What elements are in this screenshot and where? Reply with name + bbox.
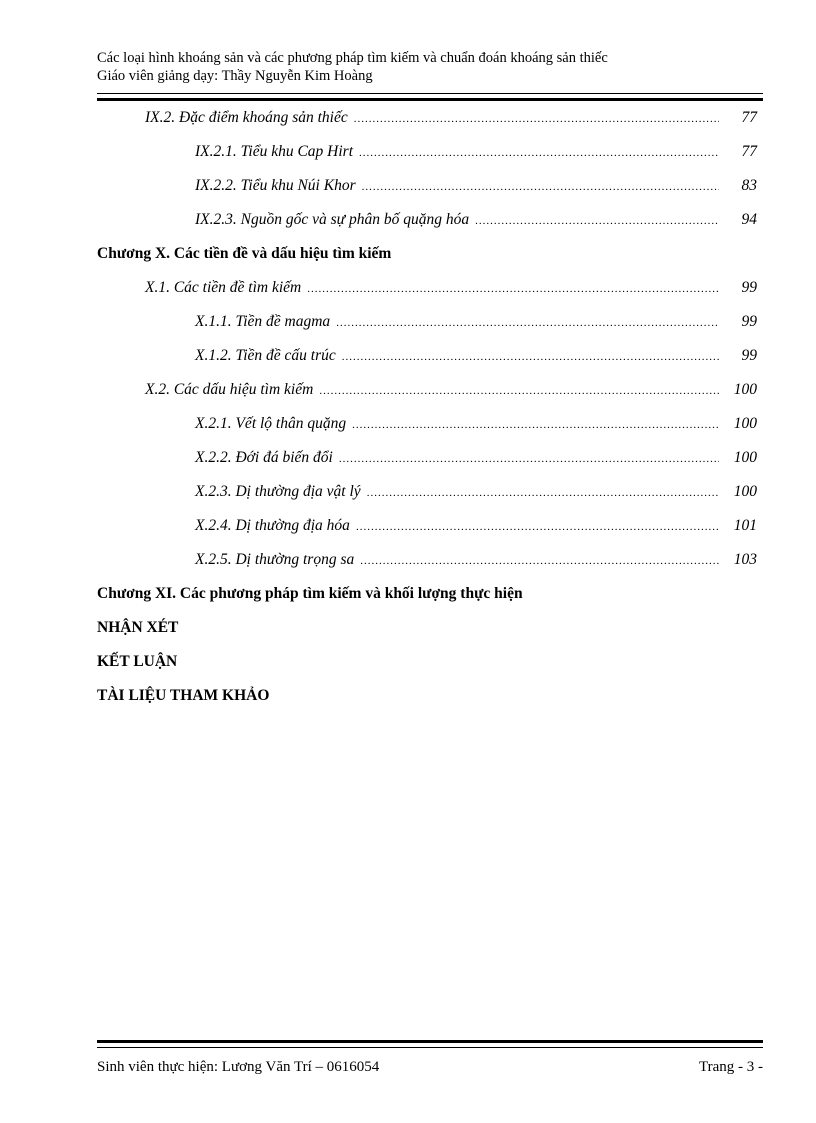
toc-entry[interactable]: X.2.1. Vết lộ thân quặng ..... 100: [195, 415, 757, 437]
header-teacher: Giáo viên giảng dạy: Thầy Nguyễn Kim Hoàng: [97, 68, 373, 84]
toc-entry[interactable]: X.1. Các tiền đề tìm kiếm ..... 99: [145, 279, 757, 301]
toc-entry[interactable]: X.2.4. Dị thường địa hóa ..... 101: [195, 517, 757, 539]
toc-entry[interactable]: X.2. Các dấu hiệu tìm kiếm ..... 100: [145, 381, 757, 403]
toc-entry[interactable]: IX.2. Đặc điểm khoáng sản thiếc ..... 77: [145, 109, 757, 131]
toc-entry[interactable]: X.1.1. Tiền đề magma ..... 99: [195, 313, 757, 335]
page-header: [97, 49, 767, 85]
toc-entry[interactable]: X.1.2. Tiền đề cấu trúc ..... 99: [195, 347, 757, 369]
footer-page-number: Trang - 3 -: [698, 1059, 763, 1075]
toc-entry[interactable]: X.2.3. Dị thường địa vật lý ..... 100: [195, 483, 757, 505]
toc-entry[interactable]: IX.2.2. Tiểu khu Núi Khor ..... 83: [195, 177, 757, 199]
footer-rule: [97, 1040, 763, 1048]
footer-student: Sinh viên thực hiện: Lương Văn Trí – 0616054: [97, 1059, 380, 1075]
toc-entry[interactable]: IX.2.3. Nguồn gốc và sự phân bố quặng hóa ..... 94: [195, 211, 757, 233]
toc-chapter[interactable]: Chương X. Các tiền đề và dấu hiệu tìm kiếm: [97, 245, 392, 262]
toc-section-conclusion[interactable]: KẾT LUẬN: [97, 653, 178, 670]
header-rule: [97, 93, 763, 101]
header-title: Các loại hình khoáng sản và các phương pháp tìm kiếm và chuẩn đoán khoáng sản thiếc: [97, 50, 608, 66]
toc-section-remarks[interactable]: NHẬN XÉT: [97, 619, 179, 636]
toc-section-references[interactable]: TÀI LIỆU THAM KHẢO: [97, 687, 270, 704]
toc-chapter[interactable]: Chương XI. Các phương pháp tìm kiếm và khối lượng thực hiện: [97, 585, 523, 602]
toc-entry[interactable]: IX.2.1. Tiểu khu Cap Hirt ..... 77: [195, 143, 757, 165]
toc-entry[interactable]: X.2.5. Dị thường trọng sa ..... 103: [195, 551, 757, 573]
toc-entry[interactable]: X.2.2. Đới đá biến đổi ..... 100: [195, 449, 757, 471]
